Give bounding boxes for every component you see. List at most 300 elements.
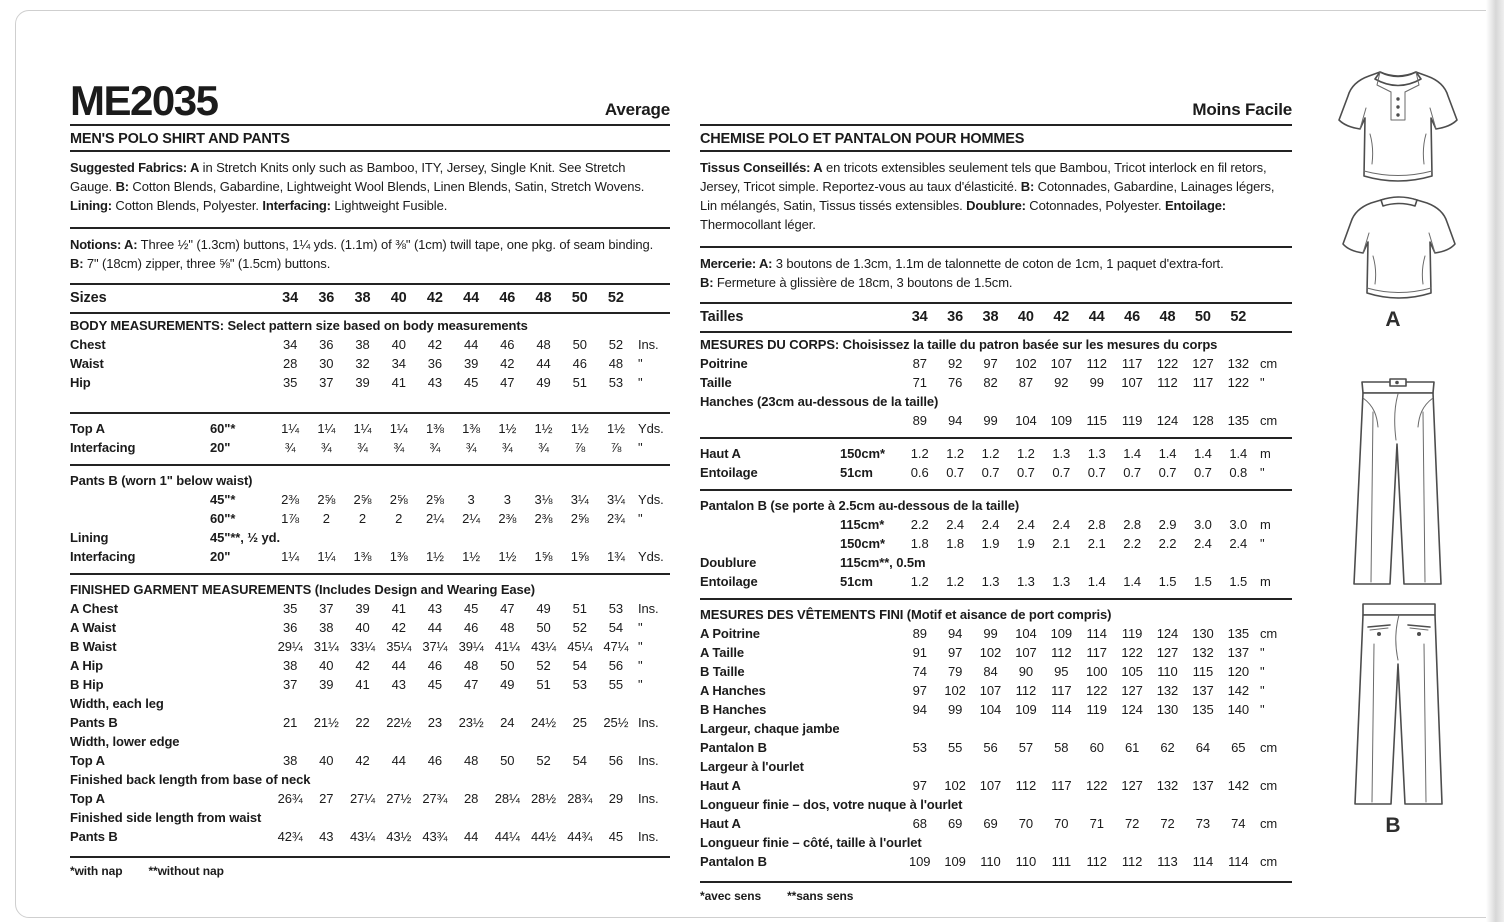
footnote-sans-sens: **sans sens (787, 889, 854, 903)
cell-value: 128 (1192, 413, 1214, 428)
row-unit: " (1260, 536, 1265, 551)
english-column (70, 66, 670, 878)
garment-title-fr: CHEMISE POLO ET PANTALON POUR HOMMES (700, 131, 1292, 152)
cell-value: 40 (355, 620, 370, 635)
cell-value: 70 (1018, 816, 1034, 831)
cell-value: 53 (608, 601, 624, 616)
tissus-conseilles-text: Tissus Conseillés: A en tricots extensibles seulement tels que Bambou, Tricot interlock en fil retors, Jersey, Tricot simple. Reportez-vous au taux d'élasticité. B: Cotonnades, Gabardine, Lainages légers, Lin mélangés, Satin, Tissus tissés extensibles. Doublure: Cotonnades, Polyester. Entoilage: Thermocollant léger. (700, 160, 1275, 232)
cell-value: 1⅜ (425, 421, 444, 436)
cell-value: 40 (1017, 309, 1034, 325)
cell-value: 52 (607, 290, 624, 306)
cell-value: 2¼ (425, 511, 444, 526)
row-label: A Poitrine (700, 626, 760, 641)
table-row (70, 335, 670, 354)
cell-value: 1¼ (281, 549, 300, 564)
cell-value: 2.4 (1017, 517, 1035, 532)
cell-value: 94 (912, 702, 927, 717)
row-label: Haut A (700, 778, 741, 793)
cell-value: 95 (1054, 664, 1069, 679)
view-a-label: A (1385, 308, 1401, 331)
cell-value: 44 (536, 356, 551, 371)
row-unit: " (1260, 702, 1265, 717)
cell-value: 112 (1051, 645, 1072, 660)
cell-value: 41 (355, 677, 370, 692)
cell-value: ⅞ (610, 440, 622, 455)
row-unit: " (638, 440, 643, 455)
cell-value: 28½ (530, 791, 556, 806)
cell-value: 44 (1088, 309, 1105, 325)
cell-value: 23½ (458, 715, 484, 730)
row-label: Chest (70, 337, 106, 352)
cell-value: 48 (463, 658, 479, 673)
cell-value: 39 (355, 375, 370, 390)
cell-value: 110 (980, 854, 1001, 869)
cell-value: 1.4 (1123, 446, 1141, 461)
cell-value: 111 (1051, 854, 1072, 869)
cell-value: 3⅛ (534, 492, 553, 507)
cell-value: 112 (1157, 375, 1178, 390)
cell-value: 74 (1231, 816, 1246, 831)
cell-value: 48 (1159, 309, 1176, 325)
cell-value: 44 (427, 620, 443, 635)
difficulty-label-en: Average (604, 100, 670, 119)
cell-value: ¾ (501, 440, 513, 455)
table-row (700, 373, 1292, 392)
row-label: Doublure (700, 555, 757, 570)
cell-value: 44¼ (494, 829, 520, 844)
cell-value: 142 (1227, 778, 1249, 793)
cell-value: ¾ (393, 440, 405, 455)
cell-value: 52 (536, 753, 551, 768)
cell-value: 3¼ (570, 492, 589, 507)
cell-value: 40 (319, 753, 334, 768)
row-label: Waist (70, 356, 104, 371)
cell-value: 24 (500, 715, 515, 730)
cell-value: 87 (912, 356, 927, 371)
cell-value: 122 (1227, 375, 1249, 390)
cell-value: 3 (467, 492, 475, 507)
cell-value: 127 (1156, 645, 1179, 660)
cell-value: 104 (1015, 626, 1037, 641)
row-label: B Waist (70, 639, 117, 654)
table-row (70, 354, 670, 373)
cell-value: 2.4 (946, 517, 964, 532)
table-row (700, 534, 1292, 553)
cell-value: 117 (1051, 683, 1072, 698)
row-unit: cm (1260, 740, 1278, 755)
cell-value: ¾ (284, 440, 296, 455)
row-label: B Hip (70, 677, 104, 692)
cell-value: 104 (979, 702, 1002, 717)
cell-value: 29¼ (277, 639, 303, 654)
table-row (700, 553, 1292, 572)
cell-value: 43 (427, 601, 443, 616)
cell-value: 114 (1192, 854, 1214, 869)
cell-value: 1.3 (1017, 574, 1035, 589)
sizes-header-row (70, 283, 670, 314)
row-label: Pants B (70, 829, 118, 844)
cell-value: 1.4 (1123, 574, 1141, 589)
cell-value: 56 (608, 658, 624, 673)
cell-value: 114 (1086, 626, 1107, 641)
cell-value: 44 (463, 829, 479, 844)
cell-value: 52 (608, 337, 624, 352)
cell-value: 43 (319, 829, 334, 844)
cell-value: 50 (1194, 309, 1211, 325)
cell-value: 43¼ (349, 829, 375, 844)
row-unit: m (1260, 446, 1271, 461)
divider (700, 489, 1292, 491)
cell-value: 0.7 (981, 465, 1000, 480)
table-row (70, 490, 670, 509)
cell-value: 71 (912, 375, 927, 390)
footnotes-fr (700, 889, 1292, 903)
cell-value: 2.1 (1052, 536, 1071, 551)
cell-value: 54 (572, 658, 587, 673)
cell-value: 2⅝ (570, 511, 589, 526)
row-fabric-width: 115cm**, 0.5m (840, 555, 926, 570)
row-unit: Ins. (638, 601, 659, 616)
table-row (700, 738, 1292, 757)
cell-value: 94 (947, 626, 963, 641)
cell-value: 37 (319, 601, 334, 616)
cell-value: 115 (1192, 664, 1214, 679)
table-row (70, 528, 670, 547)
row-fabric-width: 150cm* (840, 536, 885, 551)
cell-value: 69 (947, 816, 963, 831)
row-label: A Taille (700, 645, 744, 660)
cell-value: 50 (500, 658, 515, 673)
cell-value: 41 (391, 601, 406, 616)
table-section-header: BODY MEASUREMENTS: Select pattern size based on body measurements (70, 318, 528, 333)
cell-value: 31¼ (313, 639, 339, 654)
cell-value: 113 (1157, 854, 1178, 869)
table-section-header: Longueur finie – dos, votre nuque à l'ourlet (700, 797, 963, 812)
table-row (700, 572, 1292, 591)
cell-value: 22½ (386, 715, 412, 730)
cell-value: 47 (500, 601, 515, 616)
cell-value: 36 (318, 290, 335, 306)
cell-value: 99 (983, 413, 998, 428)
table-section-header: Width, lower edge (70, 734, 180, 749)
row-unit: Yds. (638, 492, 664, 507)
cell-value: 35 (282, 375, 298, 390)
row-label: A Waist (70, 620, 117, 635)
cell-value: 89 (912, 413, 927, 428)
cell-value: 109 (1050, 626, 1072, 641)
table-row (700, 444, 1292, 463)
cell-value: 1¾ (606, 549, 625, 564)
row-fabric-width: 45"* (210, 492, 236, 507)
row-fabric-width: 51cm (840, 465, 873, 480)
cell-value: 3¼ (606, 492, 625, 507)
cell-value: 50 (571, 290, 588, 306)
footnote-with-nap: *with nap (70, 864, 123, 878)
suggested-fabrics-text: Suggested Fabrics: A in Stretch Knits only such as Bamboo, ITY, Jersey, Single Knit. See Stretch Gauge. B: Cotton Blends, Gabardine, Lightweight Wool Blends, Linen Blends, Satin, Stretch Wovens. Lining: Cotton Blends, Polyester. Interfacing: Lightweight Fusible. (70, 160, 645, 213)
cell-value: 35¼ (386, 639, 412, 654)
cell-value: 122 (1121, 645, 1143, 660)
cell-value: 1½ (570, 421, 589, 436)
cell-value: 112 (1015, 778, 1037, 793)
cell-value: 45 (463, 601, 479, 616)
cell-value: 42¾ (277, 829, 303, 844)
row-unit: " (638, 658, 643, 673)
cell-value: 37 (282, 677, 298, 692)
cell-value: 2¾ (606, 511, 625, 526)
cell-value: 2.8 (1087, 517, 1106, 532)
cell-value: 92 (1054, 375, 1069, 390)
cell-value: 122 (1156, 356, 1179, 371)
cell-value: 43 (391, 677, 406, 692)
cell-value: 55 (947, 740, 963, 755)
row-label: Sizes (70, 290, 107, 306)
cell-value: 43½ (386, 829, 412, 844)
cell-value: 109 (944, 854, 966, 869)
cell-value: 90 (1018, 664, 1034, 679)
row-fabric-width: 20" (210, 549, 231, 564)
cell-value: 42 (355, 658, 370, 673)
cell-value: 46 (427, 753, 443, 768)
cell-value: 44½ (530, 829, 556, 844)
cell-value: 43¾ (422, 829, 448, 844)
cell-value: 100 (1086, 664, 1108, 679)
cell-value: 89 (912, 626, 927, 641)
cell-value: 2.2 (1158, 536, 1177, 551)
cell-value: 49 (500, 677, 515, 692)
cell-value: 49 (536, 601, 551, 616)
cell-value: 43 (427, 375, 443, 390)
divider (70, 856, 670, 858)
cell-value: 112 (1086, 356, 1107, 371)
cell-value: 56 (983, 740, 998, 755)
cell-value: 1¼ (353, 421, 372, 436)
row-fabric-width: 60"* (210, 511, 236, 526)
row-unit: " (1260, 375, 1265, 390)
cell-value: 132 (1156, 683, 1179, 698)
cell-value: 2¼ (462, 511, 481, 526)
cell-value: 69 (983, 816, 998, 831)
table-row (70, 675, 670, 694)
row-label: Pantalon B (700, 740, 767, 755)
row-label: Lining (70, 530, 109, 545)
table-section-header: Pants B (worn 1" below waist) (70, 473, 253, 488)
cell-value: 1½ (498, 549, 517, 564)
cell-value: 51 (572, 601, 587, 616)
table-section-header: MESURES DES VÊTEMENTS FINI (Motif et aisance de port compris) (700, 607, 1112, 622)
row-fabric-width: 115cm* (840, 517, 885, 532)
row-label: A Hip (70, 658, 103, 673)
table-row (70, 656, 670, 675)
divider (700, 246, 1292, 248)
cell-value: ¾ (357, 440, 368, 455)
cell-value: 23 (427, 715, 443, 730)
cell-value: 53 (912, 740, 927, 755)
cell-value: 107 (1050, 356, 1072, 371)
cell-value: 1.5 (1229, 574, 1248, 589)
cell-value: 27¾ (422, 791, 448, 806)
footnote-without-nap: **without nap (148, 864, 224, 878)
cell-value: 122 (1086, 683, 1108, 698)
cell-value: 0.7 (1158, 465, 1177, 480)
row-label: Haut A (700, 446, 741, 461)
cell-value: 44 (463, 290, 480, 306)
cell-value: ¾ (538, 440, 549, 455)
cell-value: 142 (1227, 683, 1249, 698)
cell-value: 39 (355, 601, 370, 616)
row-label: Top A (70, 421, 105, 436)
row-unit: cm (1260, 356, 1278, 371)
table-row (700, 700, 1292, 719)
cell-value: 1.2 (946, 446, 964, 461)
cell-value: 48 (536, 337, 551, 352)
cell-value: 1.2 (910, 574, 929, 589)
row-unit: " (1260, 465, 1265, 480)
cell-value: 48 (535, 290, 552, 306)
cell-value: 119 (1121, 413, 1143, 428)
cell-value: 36 (427, 356, 443, 371)
footnote-avec-sens: *avec sens (700, 889, 762, 903)
cell-value: 110 (1015, 854, 1037, 869)
cell-value: 102 (944, 683, 966, 698)
row-unit: " (638, 375, 643, 390)
row-fabric-width: 20" (210, 440, 231, 455)
table-section-header: Largeur à l'ourlet (700, 759, 804, 774)
divider (700, 598, 1292, 600)
cell-value: 42 (355, 753, 370, 768)
cell-value: 42 (391, 620, 406, 635)
cell-value: 132 (1192, 645, 1214, 660)
cell-value: ⅞ (574, 440, 586, 455)
row-unit: cm (1260, 778, 1278, 793)
row-label: A Chest (70, 601, 118, 616)
cell-value: 1⅞ (281, 511, 300, 526)
row-unit: " (638, 639, 643, 654)
cell-value: 64 (1195, 740, 1211, 755)
cell-value: 42 (426, 290, 443, 306)
row-unit: Ins. (638, 791, 659, 806)
cell-value: 1.4 (1194, 446, 1212, 461)
cell-value: 28¼ (494, 791, 520, 806)
cell-value: 44 (391, 753, 406, 768)
garment-views-rail (1318, 66, 1482, 866)
cell-value: 1½ (534, 421, 553, 436)
table-row (70, 599, 670, 618)
table-row (700, 643, 1292, 662)
cell-value: 3.0 (1229, 517, 1248, 532)
row-unit: " (638, 620, 643, 635)
notions-text: Notions: A: Three ½" (1.3cm) buttons, 1¼ yds. (1.1m) of ⅜" (1cm) twill tape, one pkg. of seam binding. B: 7" (18cm) zipper, three ⅝" (1.5cm) buttons. (70, 237, 654, 271)
row-unit: " (1260, 683, 1265, 698)
cell-value: 48 (608, 356, 624, 371)
cell-value: 105 (1121, 664, 1143, 679)
cell-value: 1.8 (946, 536, 964, 551)
cell-value: 47 (463, 677, 479, 692)
table-section-header: Largeur, chaque jambe (700, 721, 840, 736)
cell-value: 1.5 (1158, 574, 1177, 589)
cell-value: 1⅝ (534, 549, 553, 564)
table-section-header: Finished side length from waist (70, 810, 262, 825)
table-section-header: Hanches (23cm au-dessous de la taille) (700, 394, 939, 409)
cell-value: 132 (1156, 778, 1179, 793)
row-unit: Ins. (638, 715, 659, 730)
row-label: Hip (70, 375, 91, 390)
cell-value: 3 (503, 492, 511, 507)
cell-value: 47¼ (603, 639, 629, 654)
cell-value: 2 (395, 511, 403, 526)
cell-value: 76 (947, 375, 963, 390)
cell-value: 24½ (530, 715, 556, 730)
table-row (700, 662, 1292, 681)
page-edge-shadow (1486, 0, 1504, 922)
cell-value: 110 (1157, 664, 1178, 679)
cell-value: 2.4 (1052, 517, 1071, 532)
cell-value: 38 (982, 309, 999, 325)
cell-value: 2.4 (981, 517, 1000, 532)
cell-value: 72 (1124, 816, 1140, 831)
cell-value: 26¾ (277, 791, 303, 806)
french-header (700, 66, 1292, 126)
cell-value: 135 (1227, 413, 1249, 428)
cell-value: 40 (319, 658, 334, 673)
cell-value: 92 (947, 356, 963, 371)
cell-value: 41¼ (494, 639, 520, 654)
cell-value: 1.3 (981, 574, 1000, 589)
row-fabric-width: 45"**, ½ yd. (210, 530, 281, 545)
cell-value: 46 (463, 620, 479, 635)
cell-value: 60 (1089, 740, 1104, 755)
cell-value: 2.9 (1158, 517, 1177, 532)
cell-value: 112 (1086, 854, 1107, 869)
pants-front-illustration (1344, 372, 1452, 590)
cell-value: 91 (912, 645, 927, 660)
table-row (700, 852, 1292, 871)
cell-value: 1.3 (1087, 446, 1106, 461)
cell-value: 21 (282, 715, 298, 730)
cell-value: 40 (391, 337, 406, 352)
cell-value: 1⅜ (353, 549, 372, 564)
row-unit: " (1260, 645, 1265, 660)
table-row (70, 618, 670, 637)
cell-value: 2 (322, 511, 330, 526)
cell-value: 1.4 (1229, 446, 1248, 461)
row-label: Pants B (70, 715, 118, 730)
cell-value: 2⅝ (425, 492, 444, 507)
cell-value: 25½ (603, 715, 629, 730)
cell-value: 71 (1089, 816, 1104, 831)
cell-value: 1.5 (1194, 574, 1212, 589)
divider (70, 227, 670, 229)
row-unit: Yds. (638, 421, 664, 436)
cell-value: 52 (536, 658, 551, 673)
cell-value: 0.7 (1123, 465, 1141, 480)
cell-value: 114 (1228, 854, 1249, 869)
cell-value: 87 (1018, 375, 1034, 390)
cell-value: 1¼ (281, 421, 300, 436)
row-label: Entoilage (700, 574, 758, 589)
table-row (70, 789, 670, 808)
cell-value: 73 (1195, 816, 1211, 831)
cell-value: 122 (1086, 778, 1108, 793)
cell-value: 39 (319, 677, 334, 692)
cell-value: 50 (536, 620, 551, 635)
table-row (70, 827, 670, 846)
cell-value: 112 (1121, 854, 1143, 869)
cell-value: 48 (500, 620, 515, 635)
cell-value: 28 (282, 356, 298, 371)
cell-value: 2⅜ (534, 511, 553, 526)
row-unit: Yds. (638, 549, 664, 564)
cell-value: 36 (319, 337, 334, 352)
